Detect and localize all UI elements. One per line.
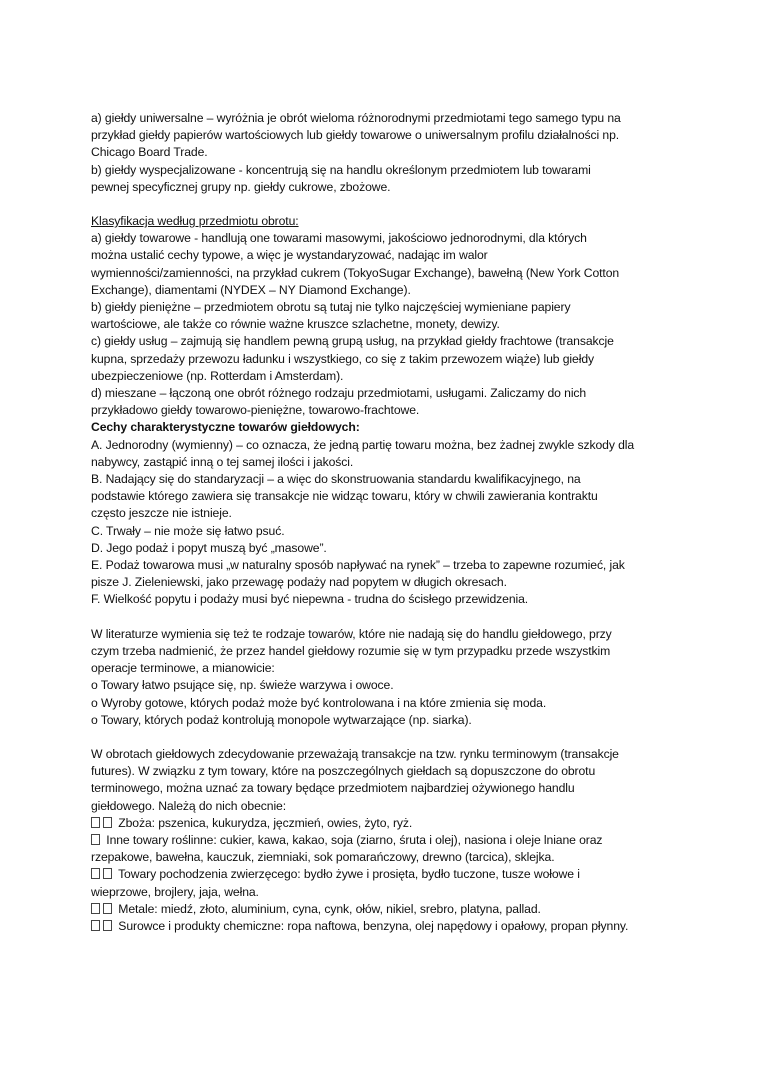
text-line: wymienności/zamienności, na przykład cukrem (TokyoSugar Exchange), bawełną (New York Cotton [91, 265, 620, 280]
text-line: czym trzeba nadmienić, że przez handel giełdowy rozumie się w tym przypadku przede wszystkim [91, 643, 611, 658]
text-line: podstawie którego zawiera się transakcje nie widząc towaru, który w chwili zawierania kontraktu [91, 489, 598, 504]
classification-heading: Klasyfikacja według przedmiotu obrotu: [91, 214, 299, 229]
commodity-item [91, 918, 681, 935]
text-line: B. Nadający się do standaryzacji – a więc do skonstruowania standardu kwalifikacyjnego, na [91, 472, 581, 487]
paragraph-gap [91, 196, 681, 213]
text-line: W literaturze wymienia się też te rodzaje towarów, które nie nadają się do handlu giełdowego, przy [91, 626, 612, 641]
commodity-text: Surowce i produkty chemiczne: ropa naftowa, benzyna, olej napędowy i opałowy, propan płynny. [115, 918, 629, 933]
commodity-text: Towary pochodzenia zwierzęcego: bydło żywe i prosięta, bydło tuczone, tusze wołowe i [115, 867, 580, 882]
text-line: terminowego, można uznać za towary będące przedmiotem najbardziej ożywionego handlu [91, 781, 575, 796]
features-heading: Cechy charakterystyczne towarów giełdowych: [91, 420, 360, 435]
text-line: przykładowo giełdy towarowo-pieniężne, towarowo-frachtowe. [91, 403, 420, 418]
text-line: nabywcy, zastąpić inną o tej samej ilości i jakości. [91, 454, 354, 469]
text-line: E. Podaż towarowa musi „w naturalny sposób napływać na rynek” – trzeba to zapewne rozumieć, jak [91, 558, 625, 573]
document-page [91, 110, 681, 935]
text-line: wartościowe, ale także co równie ważne kruszce szlachetne, monety, dewizy. [91, 317, 500, 332]
bullet-icon [91, 868, 100, 879]
text-line: Exchange), diamentami (NYDEX – NY Diamond Exchange). [91, 282, 411, 297]
text-line: D. Jego podaż i popyt muszą być „masowe”. [91, 540, 327, 555]
text-line: ubezpieczeniowe (np. Rotterdam i Amsterdam). [91, 368, 344, 383]
text-line: giełdowego. Należą do nich obecnie: [91, 798, 287, 813]
bullet-icon [91, 903, 100, 914]
bullet-icon [91, 920, 100, 931]
bullet-icon [103, 920, 112, 931]
text-line: W obrotach giełdowych zdecydowanie przeważają transakcje na tzw. rynku terminowym (transakcje [91, 746, 619, 761]
bullet-icon [91, 817, 100, 828]
text-line: F. Wielkość popytu i podaży musi być niepewna - trudna do ścisłego przewidzenia. [91, 592, 529, 607]
text-line: b) giełdy wyspecjalizowane - koncentrują się na handlu określonym przedmiotem lub towarami [91, 162, 591, 177]
text-line: b) giełdy pieniężne – przedmiotem obrotu są tutaj nie tylko najczęściej wymieniane papiery [91, 300, 571, 315]
text-line: Chicago Board Trade. [91, 145, 208, 160]
commodity-item [91, 866, 681, 883]
commodity-text: Inne towary roślinne: cukier, kawa, kakao, soja (ziarno, śruta i olej), nasiona i oleje lniane oraz [103, 832, 603, 847]
text-line: przykład giełdy papierów wartościowych lub giełdy towarowe o uniwersalnym profilu działalności np. [91, 128, 620, 143]
text-line: futures). W związku z tym towary, które na poszczególnych giełdach są dopuszczone do obrotu [91, 764, 596, 779]
bullet-icon [103, 868, 112, 879]
text-line: kupna, sprzedaży przewozu ładunku i wszystkiego, co się z takim przewozem wiąże) lub giełdy [91, 351, 595, 366]
bullet-icon [103, 903, 112, 914]
bullet-icon [103, 817, 112, 828]
text-line: d) mieszane – łączoną one obrót różnego rodzaju przedmiotami, usługami. Zaliczamy do nich [91, 386, 587, 401]
bullet-icon [91, 834, 100, 845]
text-line: c) giełdy usług – zajmują się handlem pewną grupą usług, na przykład giełdy frachtowe (transakcje [91, 334, 614, 349]
text-line: o Towary, których podaż kontrolują monopole wytwarzające (np. siarka). [91, 712, 472, 727]
text-line: operacje terminowe, a mianowicie: [91, 661, 275, 676]
text-line: a) giełdy uniwersalne – wyróżnia je obrót wieloma różnorodnymi przedmiotami tego samego typu na [91, 111, 621, 125]
paragraph-gap [91, 729, 681, 746]
text-line: rzepakowe, bawełna, kauczuk, ziemniaki, sok pomarańczowy, drewno (tarcica), sklejka. [91, 850, 555, 865]
commodity-text: Metale: miedź, złoto, aluminium, cyna, cynk, ołów, nikiel, srebro, platyna, pallad. [115, 901, 541, 916]
text-line: o Wyroby gotowe, których podaż może być kontrolowana i na które zmienia się moda. [91, 695, 547, 710]
paragraph-gap [91, 609, 681, 626]
text-line: pisze J. Zieleniewski, jako przewagę podaży nad popytem w długich okresach. [91, 575, 507, 590]
commodity-item [91, 815, 681, 832]
text-line: A. Jednorodny (wymienny) – co oznacza, że jedną partię towaru można, bez żadnej zwykle szkody dla [91, 437, 635, 452]
text-line: pewnej specyficznej grupy np. giełdy cukrowe, zbożowe. [91, 179, 391, 194]
text-line: C. Trwały – nie może się łatwo psuć. [91, 523, 285, 538]
text-line: wieprzowe, brojlery, jaja, wełna. [91, 884, 259, 899]
text-line: można ustalić cechy typowe, a więc je wystandaryzować, nadając im walor [91, 248, 488, 263]
text-line: a) giełdy towarowe - handlują one towarami masowymi, jakościowo jednorodnymi, dla których [91, 231, 587, 246]
text-line: często jeszcze nie istnieje. [91, 506, 232, 521]
text-line: o Towary łatwo psujące się, np. świeże warzywa i owoce. [91, 678, 394, 693]
commodity-text: Zboża: pszenica, kukurydza, jęczmień, owies, żyto, ryż. [115, 815, 413, 830]
commodity-item [91, 832, 681, 849]
commodity-item [91, 901, 681, 918]
